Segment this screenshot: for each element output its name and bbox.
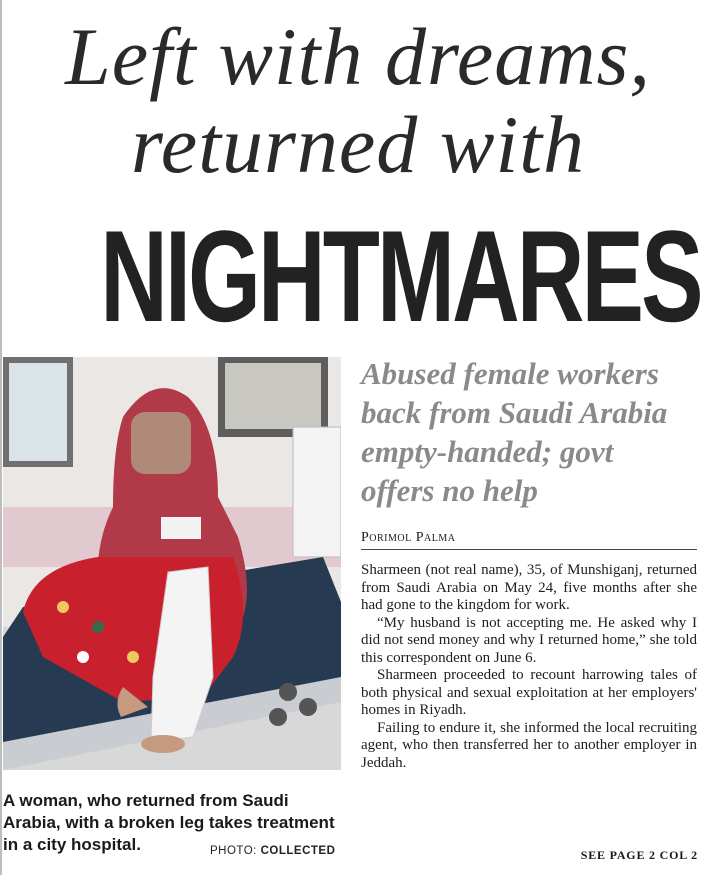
- deck-line: back from Saudi Arabia: [361, 395, 668, 430]
- headline-line-1: Left with dreams,: [65, 11, 651, 102]
- story-paragraph: “My husband is not accepting me. He asked why I did not send money and why I returned home,” she told this correspondent on June 6.: [361, 614, 697, 666]
- story-paragraph: Failing to endure it, she informed the local recruiting agent, who then transferred her to another employer in Jeddah.: [361, 719, 697, 771]
- headline-line-2: returned with: [130, 99, 586, 190]
- deck-headline: [361, 354, 706, 510]
- byline: Porimol Palma: [361, 530, 456, 545]
- story-paragraph: Sharmeen (not real name), 35, of Munshiganj, returned from Saudi Arabia on May 24, five months after she had gone to the kingdom for work.: [361, 562, 697, 613]
- deck-line: offers no help: [361, 473, 538, 508]
- photo-caption: A woman, who returned from Saudi Arabia, with a broken leg takes treatment in a city hospital.: [3, 791, 335, 854]
- photo-credit-label: PHOTO:: [210, 845, 257, 857]
- deck-line: Abused female workers: [361, 356, 659, 391]
- photo-credit-source: COLLECTED: [260, 845, 336, 857]
- photo-credit: [210, 845, 335, 857]
- story-body: [361, 562, 697, 772]
- continuation-line: SEE PAGE 2 COL 2: [580, 848, 698, 862]
- headline-line-3: NIGHTMARES: [100, 203, 701, 349]
- hospital-photo: [3, 357, 341, 770]
- hospital-photo-illustration: [3, 357, 341, 770]
- deck-line: empty-handed; govt: [361, 434, 614, 469]
- byline-divider: [361, 549, 697, 550]
- story-paragraph: Sharmeen proceeded to recount harrowing tales of both physical and sexual exploitation at her employers' homes in Riyadh.: [361, 667, 697, 718]
